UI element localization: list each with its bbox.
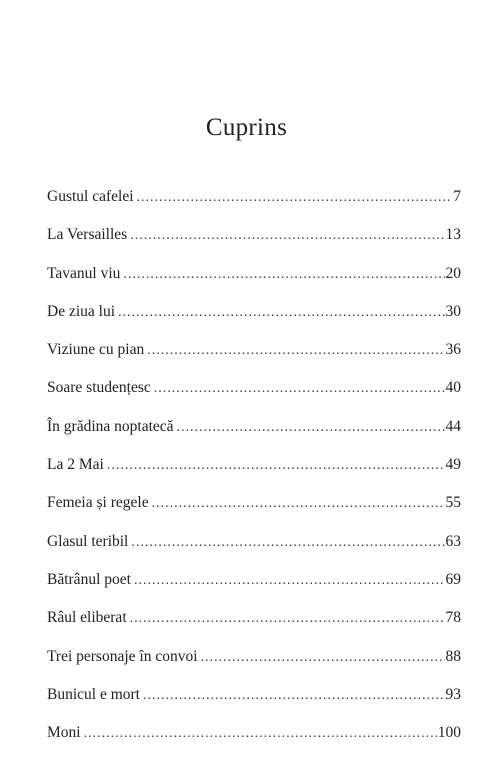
toc-entry-page-number: 93	[445, 685, 461, 703]
toc-entry-page-number: 36	[445, 341, 461, 359]
toc-entry-title: Gustul cafelei	[47, 188, 134, 205]
toc-entry-title: Femeia și regele	[47, 494, 149, 512]
dot-leader	[177, 420, 445, 436]
toc-entry-title: Soare studențesc	[47, 379, 151, 397]
page-title: Cuprins	[205, 114, 288, 141]
toc-entry[interactable]	[47, 379, 461, 417]
dot-leader	[84, 726, 437, 742]
toc-entry-page-number: 20	[445, 264, 461, 282]
toc-entry-title: Bătrânul poet	[47, 570, 131, 588]
dot-leader	[152, 496, 445, 512]
toc-entry-title: În grădina noptatecă	[47, 417, 174, 435]
toc-entry[interactable]	[47, 265, 461, 303]
toc-entry[interactable]	[47, 724, 461, 762]
toc-entry-page-number: 7	[453, 188, 461, 205]
dot-leader	[123, 267, 444, 283]
toc-entry-title: Bunicul e mort	[47, 685, 140, 703]
toc-entry-page-number: 63	[445, 532, 461, 550]
toc-entry-page-number: 44	[445, 417, 461, 435]
toc-entry-title: Viziune cu pian	[47, 341, 145, 359]
toc-entry-page-number: 78	[445, 609, 461, 627]
toc-entry-page-number: 30	[445, 302, 461, 320]
dot-leader	[137, 190, 453, 206]
dot-leader	[130, 228, 444, 244]
toc-entry[interactable]	[47, 303, 461, 341]
dot-leader	[134, 573, 445, 589]
toc-entry[interactable]	[47, 456, 461, 494]
dot-leader	[130, 611, 445, 627]
dot-leader	[201, 650, 445, 666]
dot-leader	[143, 688, 445, 704]
toc-entry-title: Moni	[47, 724, 81, 742]
toc-entry-page-number: 88	[445, 647, 461, 665]
toc-entry[interactable]	[47, 188, 461, 226]
toc-entry-page-number: 40	[445, 379, 461, 397]
dot-leader	[131, 535, 444, 551]
dot-leader	[154, 381, 445, 397]
toc-entry-title: La Versailles	[47, 226, 128, 244]
dot-leader	[147, 343, 444, 359]
toc-entry-page-number: 49	[445, 456, 461, 474]
table-of-contents	[47, 188, 461, 762]
toc-entry[interactable]	[47, 533, 461, 571]
toc-entry-title: Râul eliberat	[47, 609, 127, 627]
toc-entry[interactable]	[47, 686, 461, 724]
toc-entry[interactable]	[47, 341, 461, 379]
toc-entry-title: La 2 Mai	[47, 456, 104, 474]
toc-entry[interactable]	[47, 571, 461, 609]
toc-entry[interactable]	[47, 226, 461, 264]
toc-entry-title: Trei personaje în convoi	[47, 647, 198, 665]
toc-entry-title: De ziua lui	[47, 302, 116, 320]
toc-entry[interactable]	[47, 494, 461, 532]
toc-entry[interactable]	[47, 418, 461, 456]
dot-leader	[107, 458, 445, 474]
toc-entry[interactable]	[47, 648, 461, 686]
dot-leader	[118, 305, 444, 321]
toc-entry-page-number: 13	[445, 226, 461, 244]
toc-entry-page-number: 69	[445, 570, 461, 588]
toc-entry-title: Glasul teribil	[47, 532, 129, 550]
toc-entry-page-number: 100	[437, 724, 461, 742]
toc-entry-page-number: 55	[445, 494, 461, 512]
toc-entry-title: Tavanul viu	[47, 264, 121, 282]
toc-entry[interactable]	[47, 609, 461, 647]
